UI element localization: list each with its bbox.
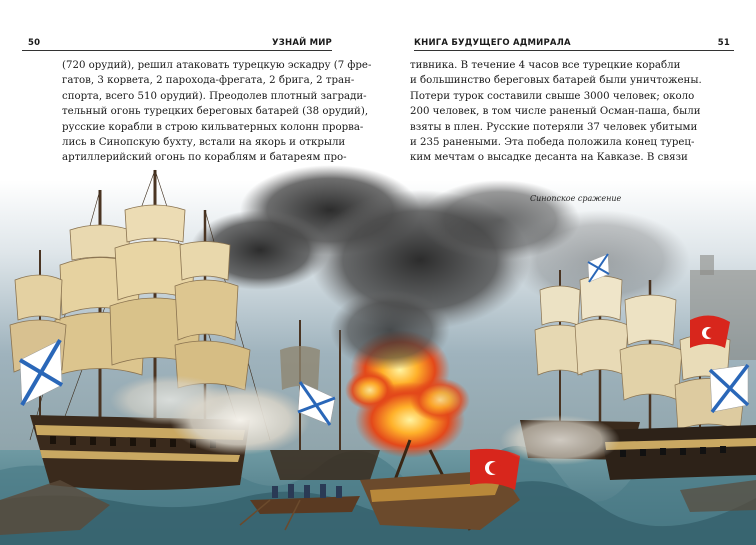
illustration-caption: Синопское сражение xyxy=(530,194,622,203)
right-page-header xyxy=(414,36,734,51)
text-line: тивника. В течение 4 часов все турецкие корабли xyxy=(410,60,681,71)
text-line: лись в Синопскую бухту, встали на якорь и открыли xyxy=(62,137,346,149)
text-line: артиллерийский огонь по кораблям и батареям про- xyxy=(62,152,347,164)
text-line: 200 человек, в том числе раненый Осман-паша, были xyxy=(410,106,701,118)
text-line: ким мечтам о высадке десанта на Кавказе. В связи xyxy=(410,152,688,164)
left-page-header xyxy=(22,36,332,51)
body-text xyxy=(62,58,372,166)
running-title: УЗНАЙ МИР xyxy=(272,38,332,48)
text-line: Потери турок составили свыше 3000 человек; около xyxy=(410,90,695,102)
text-line: спорта, всего 510 орудий). Преодолев плотный загради- xyxy=(62,90,367,102)
page-number: 50 xyxy=(28,38,41,48)
text-line: взяты в плен. Русские потеряли 37 человек убитыми xyxy=(410,121,698,133)
text-line: и большинство береговых батарей были уничтожены. xyxy=(410,75,702,87)
text-line: и 235 ранеными. Эта победа положила конец турец- xyxy=(410,137,695,149)
body-text xyxy=(410,58,710,166)
text-line: (720 орудий), решил атаковать турецкую эскадру (7 фре- xyxy=(62,60,372,71)
page-number: 51 xyxy=(717,38,730,48)
running-title: КНИГА БУДУЩЕГО АДМИРАЛА xyxy=(414,38,571,48)
text-line: русские корабли в строю кильватерных колонн прорва- xyxy=(62,121,364,133)
text-line: тельный огонь турецких береговых батарей (38 орудий), xyxy=(62,106,369,118)
text-line: гатов, 3 корвета, 2 парохода-фрегата, 2 брига, 2 тран- xyxy=(62,75,355,87)
right-page xyxy=(378,0,756,545)
